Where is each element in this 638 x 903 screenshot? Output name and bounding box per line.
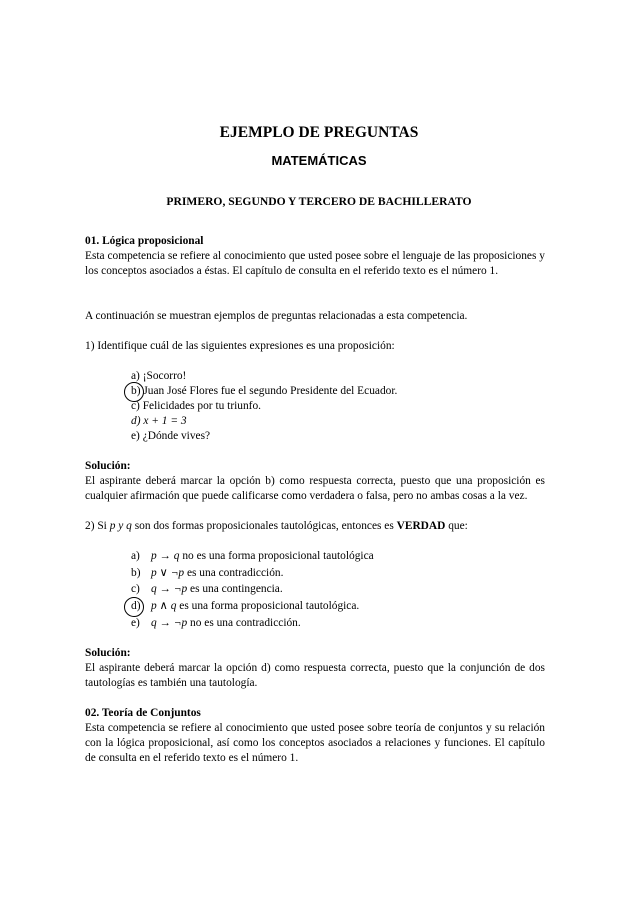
q2-solution-text: El aspirante deberá marcar la opción d) como respuesta correcta, puesto que la conjunción de dos tautologías es también una tautología.: [85, 662, 545, 690]
q1-solution-label: Solución:: [85, 460, 131, 472]
q2-prompt-mid: son dos formas proposicionales tautológicas, entonces es: [131, 520, 397, 532]
q2-option-d-text: es una forma proposicional tautológica.: [176, 600, 360, 612]
q2-prompt-vars: p y q: [109, 520, 132, 532]
q2-option-c-expr: q → ¬p: [151, 583, 188, 595]
grades-heading: PRIMERO, SEGUNDO Y TERCERO DE BACHILLERATO: [166, 195, 472, 208]
q2-option-d: [151, 599, 359, 614]
q1-option-c: c) Felicidades por tu triunfo.: [131, 400, 262, 412]
q2-option-a-text: no es una forma proposicional tautológica: [179, 550, 374, 562]
page-title: EJEMPLO DE PREGUNTAS: [219, 124, 419, 141]
q1-option-e: e) ¿Dónde vives?: [131, 430, 211, 442]
section1-heading: 01. Lógica proposicional: [85, 235, 204, 247]
q2-option-e: [151, 616, 301, 631]
q1-solution-text: El aspirante deberá marcar la opción b) como respuesta correcta, puesto que una proposición es cualquier afirmación que puede calificarse como verdadera o falsa, pero no ambas cosas a la vez.: [85, 475, 545, 503]
q2-option-a-label: a): [131, 550, 140, 562]
q2-prompt-post: que:: [445, 520, 468, 532]
examples-note: A continuación se muestran ejemplos de preguntas relacionadas a esta competencia.: [85, 310, 468, 322]
q2-option-c: [151, 582, 283, 597]
q1-option-d: d) x + 1 = 3: [131, 415, 187, 427]
q2-option-b-label: b): [131, 567, 141, 579]
q1-option-a: a) ¡Socorro!: [131, 370, 187, 382]
q2-option-c-text: es una contingencia.: [187, 583, 283, 595]
q2-option-d-expr: p ∧ q: [151, 600, 177, 612]
q1-option-b: b) Juan José Flores fue el segundo Presidente del Ecuador.: [131, 385, 398, 397]
section2-heading: 02. Teoría de Conjuntos: [85, 707, 201, 719]
q2-option-b-expr: p ∨ ¬p: [151, 567, 185, 579]
q2-option-e-label: e): [131, 617, 140, 629]
q2-option-c-label: c): [131, 583, 140, 595]
q2-option-d-label: d): [131, 600, 141, 612]
section1-intro: Esta competencia se refiere al conocimiento que usted posee sobre el lenguaje de las proposiciones y los conceptos asociados a éstas. El capítulo de consulta en el referido texto es el número 1.: [85, 250, 545, 278]
page-subtitle: MATEMÁTICAS: [271, 153, 367, 168]
q2-option-b: [151, 566, 283, 581]
section2-intro: Esta competencia se refiere al conocimiento que usted posee sobre teoría de conjuntos y su relación con la lógica proposicional, así como los conceptos asociados a relaciones y funciones. El capítulo de consulta en el referido texto es el número 1.: [85, 722, 545, 765]
q2-option-e-text: no es una contradicción.: [187, 617, 301, 629]
q2-option-b-text: es una contradicción.: [184, 567, 284, 579]
selected-answer-circle: [124, 597, 144, 617]
q2-solution-label: Solución:: [85, 647, 131, 659]
q2-option-a-expr: p → q: [151, 550, 180, 562]
q2-option-a: [151, 549, 374, 564]
q2-prompt-pre: 2) Si: [85, 520, 110, 532]
q1-prompt: 1) Identifique cuál de las siguientes expresiones es una proposición:: [85, 340, 395, 352]
q2-prompt-bold: VERDAD: [396, 520, 446, 532]
q2-prompt: [85, 519, 545, 534]
q2-option-e-expr: q → ¬p: [151, 617, 188, 629]
